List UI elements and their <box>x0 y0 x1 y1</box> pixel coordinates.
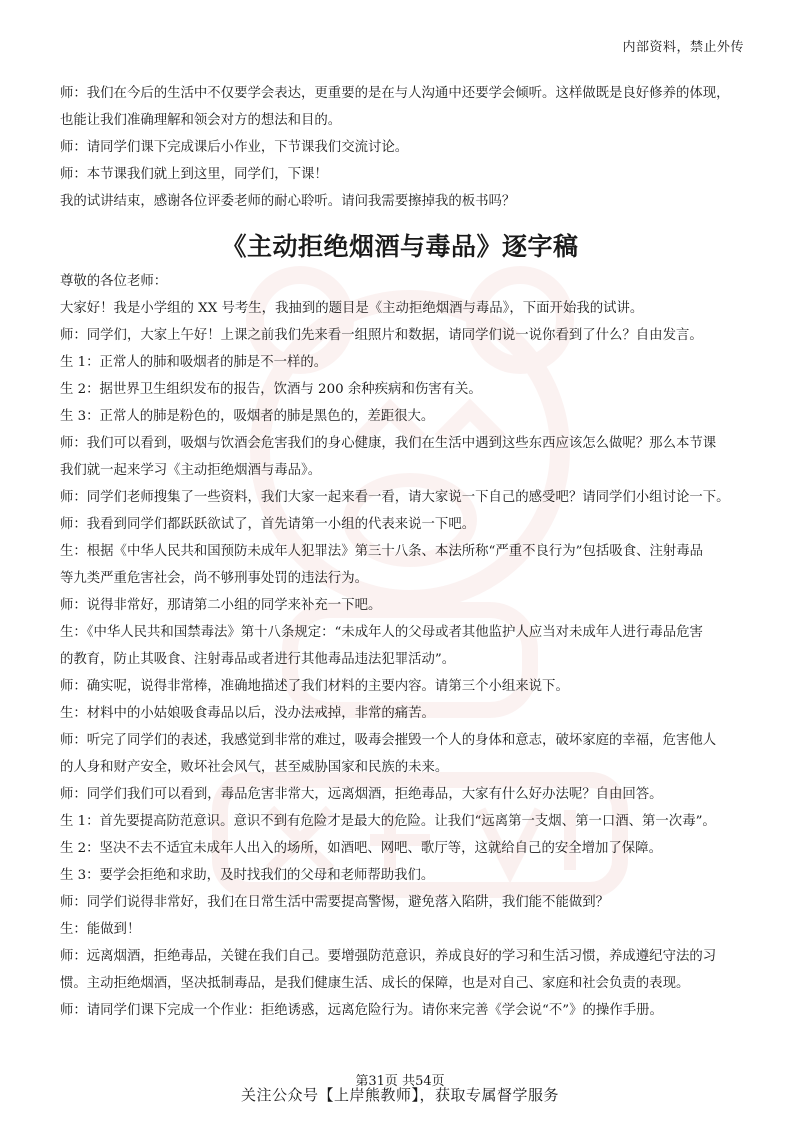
text-line: 师：说得非常好，那请第二小组的同学来补充一下吧。 <box>60 598 382 613</box>
text-line: 生 3：正常人的肺是粉色的，吸烟者的肺是黑色的，差距很大。 <box>60 409 435 424</box>
text-line: 师：我们在今后的生活中不仅要学会表达，更重要的是在与人沟通中还要学会倾听。这样做既是良好修养的体现， <box>60 86 730 101</box>
text-line: 师：同学们我们可以看到，毒品危害非常大，远离烟酒，拒绝毒品，大家有什么好办法呢？自由回答。 <box>60 787 663 802</box>
text-line: 的教育，防止其吸食、注射毒品或者进行其他毒品违法犯罪活动”。 <box>60 652 456 667</box>
text-line: 生：能做到！ <box>60 922 141 937</box>
text-line: 生 1：首先要提高防范意识。意识不到有危险才是最大的危险。让我们“远离第一支烟、第一口酒、第一次毒”。 <box>60 814 716 829</box>
page-number: 第31页 共54页 <box>355 1074 445 1089</box>
text-line: 也能让我们准确理解和领会对方的想法和目的。 <box>60 113 342 128</box>
text-line: 生：根据《中华人民共和国预防未成年人犯罪法》第三十八条、本法所称“严重不良行为”包括吸食、注射毒品 <box>60 544 704 559</box>
text-line: 生 1：正常人的肺和吸烟者的肺是不一样的。 <box>60 355 328 370</box>
text-line: 师：同学们，大家上午好！上课之前我们先来看一组照片和数据，请同学们说一说你看到了什么？自由发言。 <box>60 328 703 343</box>
text-line: 尊敬的各位老师： <box>60 274 168 289</box>
promo-footer: 关注公众号【上岸熊教师】，获取专属督学服务 <box>240 1086 559 1104</box>
text-line: 生 3：要学会拒绝和求助，及时找我们的父母和老师帮助我们。 <box>60 868 435 883</box>
text-line: 生 2：坚决不去不适宜未成年人出入的场所，如酒吧、网吧、歌厅等，这就给自己的安全增加了保障。 <box>60 841 662 856</box>
text-line: 惯。主动拒绝烟酒，坚决抵制毒品，是我们健康生活、成长的保障，也是对自己、家庭和社会负责的表现。 <box>60 976 690 991</box>
text-line: 师：听完了同学们的表述，我感觉到非常的难过，吸毒会摧毁一个人的身体和意志，破坏家庭的幸福，危害他人 <box>60 733 717 748</box>
text-line: 师：我们可以看到，吸烟与饮酒会危害我们的身心健康，我们在生活中遇到这些东西应该怎么做呢？那么本节课 <box>60 436 717 451</box>
text-line: 师：同学们老师搜集了一些资料，我们大家一起来看一看，请大家说一下自己的感受吧？请同学们小组讨论一下。 <box>60 490 730 505</box>
text-line: 生 2：据世界卫生组织发布的报告，饮酒与 200 余种疾病和伤害有关。 <box>60 382 482 397</box>
transcript-body <box>60 268 750 1024</box>
document-title: 《主动拒绝烟酒与毒品》逐字稿 <box>221 232 579 261</box>
text-line: 师：远离烟酒，拒绝毒品，关键在我们自己。要增强防范意识，养成良好的学习和生活习惯，养成遵纪守法的习 <box>60 949 717 964</box>
text-line: 我的试讲结束，感谢各位评委老师的耐心聆听。请问我需要擦掉我的板书吗？ <box>60 194 516 209</box>
text-line: 师：我看到同学们都跃跃欲试了，首先请第一小组的代表来说一下吧。 <box>60 517 476 532</box>
text-line: 大家好！我是小学组的 XX 号考生，我抽到的题目是《主动拒绝烟酒与毒品》，下面开始我的试讲。 <box>60 301 644 316</box>
text-line: 生：《中华人民共和国禁毒法》第十八条规定：“未成年人的父母或者其他监护人应当对未成年人进行毒品危害 <box>60 625 703 640</box>
text-line: 等九类严重危害社会，尚不够刑事处罚的违法行为。 <box>60 571 368 586</box>
text-line: 师：请同学们课下完成课后小作业，下节课我们交流讨论。 <box>60 140 409 155</box>
text-line: 师：请同学们课下完成一个作业：拒绝诱惑，远离危险行为。请你来完善《学会说“不”》的操作手册。 <box>60 1003 663 1018</box>
text-line: 师：确实呢，说得非常棒，准确地描述了我们材料的主要内容。请第三个小组来说下。 <box>60 679 569 694</box>
confidential-note: 内部资料，禁止外传 <box>622 40 744 55</box>
text-line: 我们就一起来学习《主动拒绝烟酒与毒品》。 <box>60 463 322 478</box>
text-line: 师：同学们说得非常好，我们在日常生活中需要提高警惕，避免落入陷阱，我们能不能做到？ <box>60 895 610 910</box>
text-line: 生：材料中的小姑娘吸食毒品以后，没办法戒掉，非常的痛苦。 <box>60 706 435 721</box>
intro-section <box>60 80 750 215</box>
text-line: 师：本节课我们就上到这里，同学们，下课！ <box>60 167 328 182</box>
text-line: 的人身和财产安全，败坏社会风气，甚至威胁国家和民族的未来。 <box>60 760 449 775</box>
